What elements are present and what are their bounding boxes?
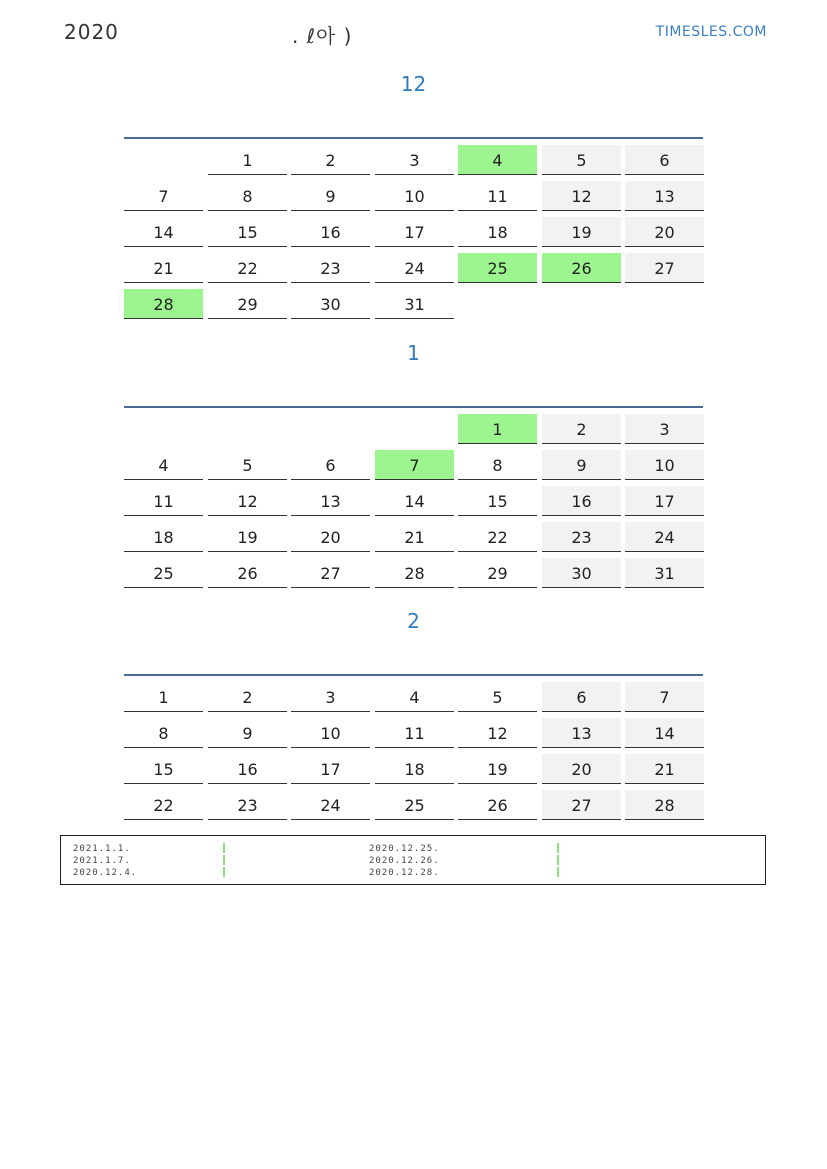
calendar-day: 20 [291, 522, 370, 552]
calendar-day: 16 [208, 754, 287, 784]
legend-date: 2021.1.1. [73, 844, 131, 854]
calendar-day: 26 [208, 558, 287, 588]
calendar-day: 29 [458, 558, 537, 588]
calendar-day: 8 [458, 450, 537, 480]
calendar-day: 21 [375, 522, 454, 552]
legend-marker [223, 843, 225, 853]
calendar-day: 28 [124, 289, 203, 319]
calendar-day: 24 [625, 522, 704, 552]
calendar-day: 29 [208, 289, 287, 319]
calendar-day: 11 [375, 718, 454, 748]
calendar-day: 18 [375, 754, 454, 784]
calendar-day: 4 [375, 682, 454, 712]
calendar-day: 12 [208, 486, 287, 516]
calendar-day: 31 [625, 558, 704, 588]
legend-marker [223, 855, 225, 865]
calendar-day: 18 [458, 217, 537, 247]
calendar-day: 17 [375, 217, 454, 247]
calendar-day: 7 [124, 181, 203, 211]
calendar-day: 4 [458, 145, 537, 175]
calendar-day: 25 [124, 558, 203, 588]
calendar-day: 5 [458, 682, 537, 712]
calendar-day: 9 [291, 181, 370, 211]
calendar-day: 14 [625, 718, 704, 748]
month-grid-1 [124, 137, 703, 324]
calendar-day: 31 [375, 289, 454, 319]
calendar-day: 1 [124, 682, 203, 712]
calendar-day: 11 [458, 181, 537, 211]
calendar-day: 17 [291, 754, 370, 784]
calendar-day: 21 [625, 754, 704, 784]
legend-date: 2020.12.4. [73, 868, 138, 878]
month-title-1: 12 [400, 72, 427, 96]
calendar-day: 10 [625, 450, 704, 480]
calendar-day: 1 [458, 414, 537, 444]
calendar-day: 3 [625, 414, 704, 444]
calendar-day: 3 [375, 145, 454, 175]
calendar-day: 14 [375, 486, 454, 516]
calendar-day: 26 [458, 790, 537, 820]
legend-date: 2020.12.25. [369, 844, 440, 854]
calendar-day: 7 [625, 682, 704, 712]
calendar-day: 23 [208, 790, 287, 820]
holiday-legend [60, 835, 766, 885]
month-title-3: 2 [407, 609, 420, 633]
calendar-day: 25 [375, 790, 454, 820]
legend-date: 2020.12.28. [369, 868, 440, 878]
calendar-day: 14 [124, 217, 203, 247]
calendar-day: 16 [291, 217, 370, 247]
calendar-day: 13 [542, 718, 621, 748]
calendar-day: 13 [291, 486, 370, 516]
calendar-day: 27 [542, 790, 621, 820]
legend-marker [223, 867, 225, 877]
calendar-day: 12 [458, 718, 537, 748]
calendar-day: 27 [291, 558, 370, 588]
calendar-day: 4 [124, 450, 203, 480]
calendar-day: 25 [458, 253, 537, 283]
calendar-day: 15 [124, 754, 203, 784]
calendar-day: 19 [458, 754, 537, 784]
calendar-day: 13 [625, 181, 704, 211]
calendar-day: 28 [375, 558, 454, 588]
calendar-day: 24 [291, 790, 370, 820]
header-title: . ℓ아 ) [292, 24, 353, 48]
month-grid-2 [124, 406, 703, 593]
calendar-day: 12 [542, 181, 621, 211]
calendar-day: 9 [208, 718, 287, 748]
calendar-day: 23 [542, 522, 621, 552]
calendar-day: 30 [542, 558, 621, 588]
calendar-day: 23 [291, 253, 370, 283]
calendar-day: 5 [208, 450, 287, 480]
calendar-day: 8 [124, 718, 203, 748]
month-grid-3 [124, 674, 703, 826]
calendar-day: 2 [291, 145, 370, 175]
calendar-day: 21 [124, 253, 203, 283]
legend-date: 2020.12.26. [369, 856, 440, 866]
calendar-day: 17 [625, 486, 704, 516]
calendar-day: 27 [625, 253, 704, 283]
calendar-day: 15 [458, 486, 537, 516]
page-header [64, 20, 353, 48]
calendar-day: 22 [458, 522, 537, 552]
calendar-day: 22 [208, 253, 287, 283]
calendar-day: 2 [208, 682, 287, 712]
calendar-day: 6 [625, 145, 704, 175]
brand-link[interactable]: TIMESLES.COM [655, 24, 767, 40]
legend-marker [557, 855, 559, 865]
calendar-day: 9 [542, 450, 621, 480]
calendar-day: 28 [625, 790, 704, 820]
legend-date: 2021.1.7. [73, 856, 131, 866]
calendar-day: 16 [542, 486, 621, 516]
calendar-day: 10 [291, 718, 370, 748]
calendar-day: 24 [375, 253, 454, 283]
calendar-day: 20 [542, 754, 621, 784]
calendar-day: 6 [542, 682, 621, 712]
calendar-day: 8 [208, 181, 287, 211]
calendar-day: 26 [542, 253, 621, 283]
calendar-day: 19 [542, 217, 621, 247]
calendar-day: 2 [542, 414, 621, 444]
calendar-day: 20 [625, 217, 704, 247]
calendar-day: 10 [375, 181, 454, 211]
calendar-day: 22 [124, 790, 203, 820]
calendar-day: 19 [208, 522, 287, 552]
calendar-day: 7 [375, 450, 454, 480]
calendar-day: 6 [291, 450, 370, 480]
legend-marker [557, 843, 559, 853]
calendar-day: 30 [291, 289, 370, 319]
calendar-day: 1 [208, 145, 287, 175]
legend-marker [557, 867, 559, 877]
calendar-day: 3 [291, 682, 370, 712]
calendar-day: 18 [124, 522, 203, 552]
calendar-day: 11 [124, 486, 203, 516]
year-label: 2020 [64, 20, 119, 44]
month-title-2: 1 [407, 341, 420, 365]
calendar-day: 15 [208, 217, 287, 247]
calendar-day: 5 [542, 145, 621, 175]
